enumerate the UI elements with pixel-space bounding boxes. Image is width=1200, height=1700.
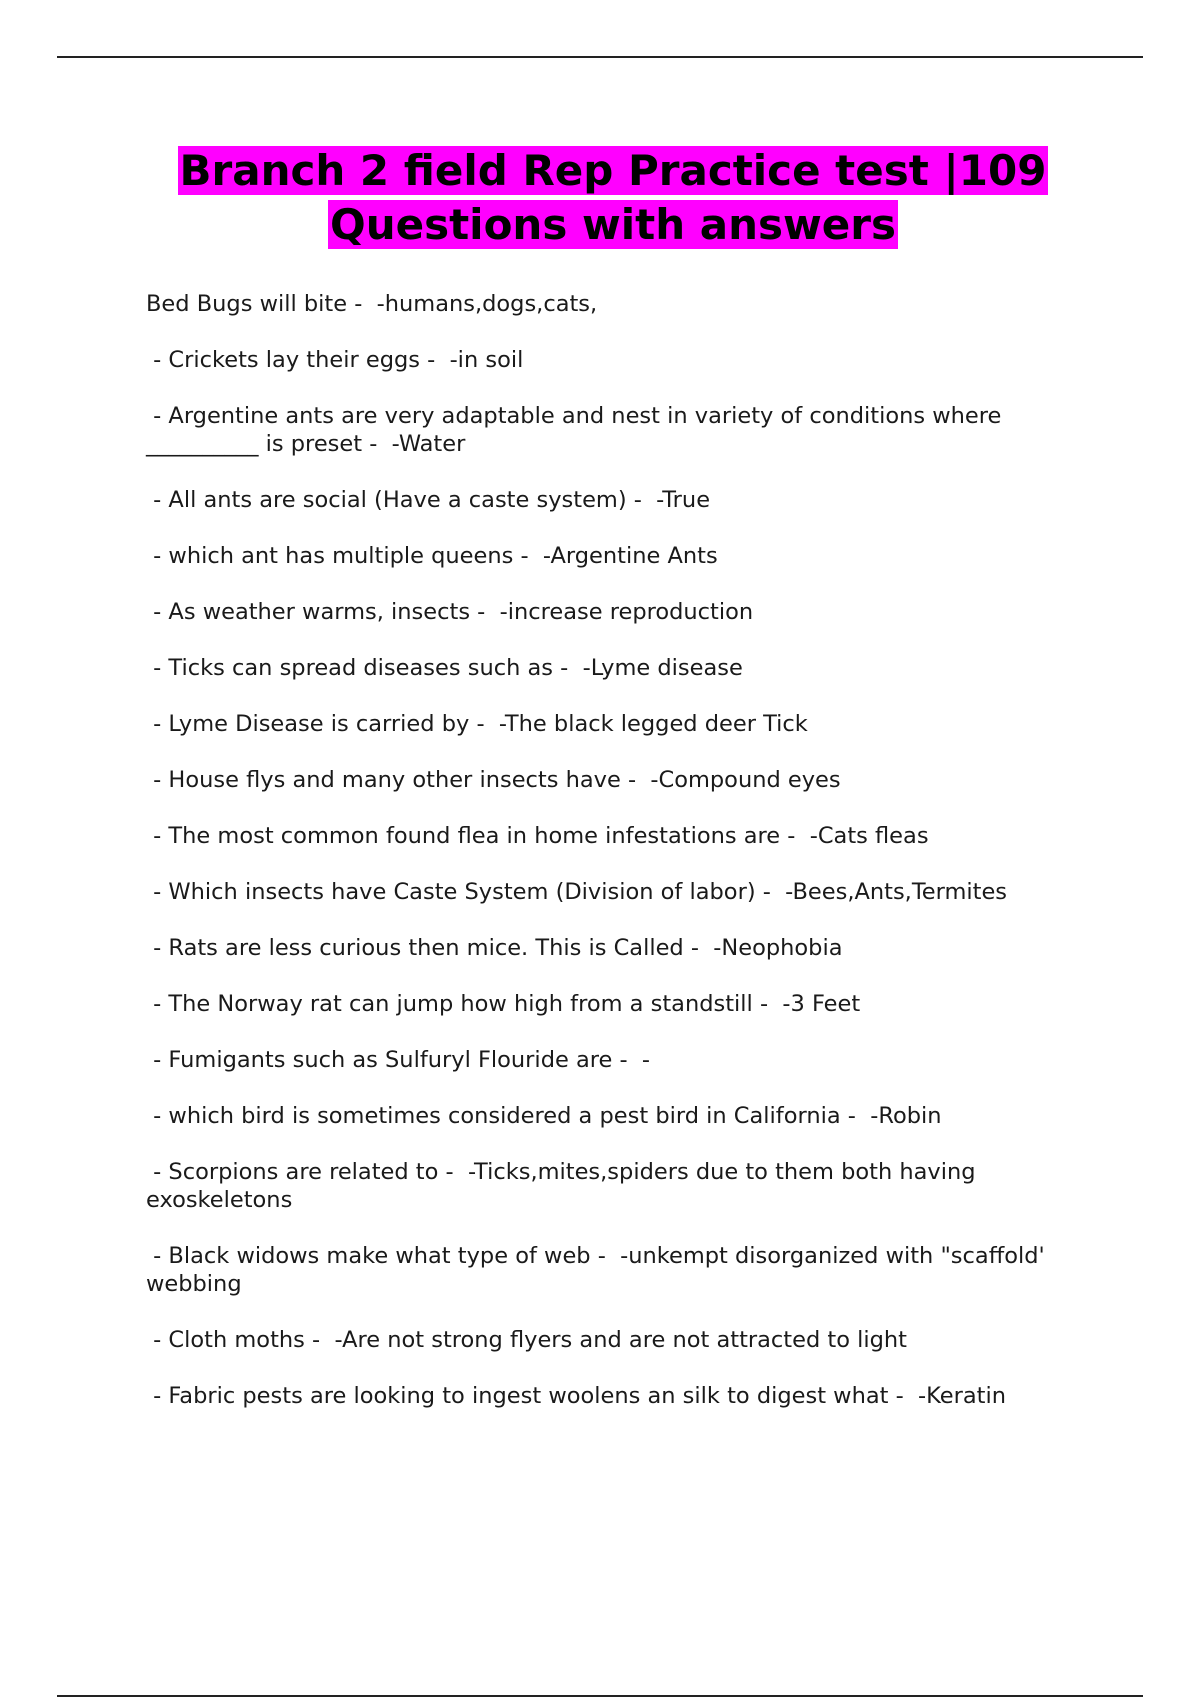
qa-item: - Scorpions are related to - -Ticks,mites,spiders due to them both having exoskeletons	[146, 1159, 983, 1213]
qa-item: - All ants are social (Have a caste system) - -True	[146, 487, 711, 513]
bottom-divider	[57, 1695, 1143, 1697]
qa-item: - which ant has multiple queens - -Argentine Ants	[146, 543, 718, 569]
qa-item: - which bird is sometimes considered a pest bird in California - -Robin	[146, 1103, 942, 1129]
qa-item: - The most common found flea in home infestations are - -Cats fleas	[146, 823, 929, 849]
qa-item: - Fumigants such as Sulfuryl Flouride are - -	[146, 1047, 651, 1073]
document-title-line2: Questions with answers	[330, 200, 896, 249]
document-title	[146, 144, 1080, 252]
document-title-line1: Branch 2 field Rep Practice test |109	[179, 146, 1047, 195]
document-page	[146, 144, 1080, 1438]
qa-item: - Lyme Disease is carried by - -The black legged deer Tick	[146, 711, 808, 737]
qa-item: - House flys and many other insects have - -Compound eyes	[146, 767, 841, 793]
qa-item: - Crickets lay their eggs - -in soil	[146, 347, 524, 373]
qa-item: - Fabric pests are looking to ingest woolens an silk to digest what - -Keratin	[146, 1383, 1006, 1409]
qa-item: - Which insects have Caste System (Division of labor) - -Bees,Ants,Termites	[146, 879, 1008, 905]
qa-item: - Ticks can spread diseases such as - -Lyme disease	[146, 655, 743, 681]
qa-item: - As weather warms, insects - -increase reproduction	[146, 599, 754, 625]
qa-item: - Rats are less curious then mice. This is Called - -Neophobia	[146, 935, 843, 961]
qa-item: - Argentine ants are very adaptable and nest in variety of conditions where __________ is preset - -Water	[146, 403, 1009, 457]
qa-item: - Cloth moths - -Are not strong flyers and are not attracted to light	[146, 1327, 908, 1353]
qa-item: - Black widows make what type of web - -unkempt disorganized with "scaffold' webbing	[146, 1243, 1052, 1297]
qa-item: - The Norway rat can jump how high from a standstill - -3 Feet	[146, 991, 861, 1017]
top-divider	[57, 56, 1143, 58]
qa-list	[146, 290, 1080, 1410]
qa-item: Bed Bugs will bite - -humans,dogs,cats,	[146, 291, 598, 317]
